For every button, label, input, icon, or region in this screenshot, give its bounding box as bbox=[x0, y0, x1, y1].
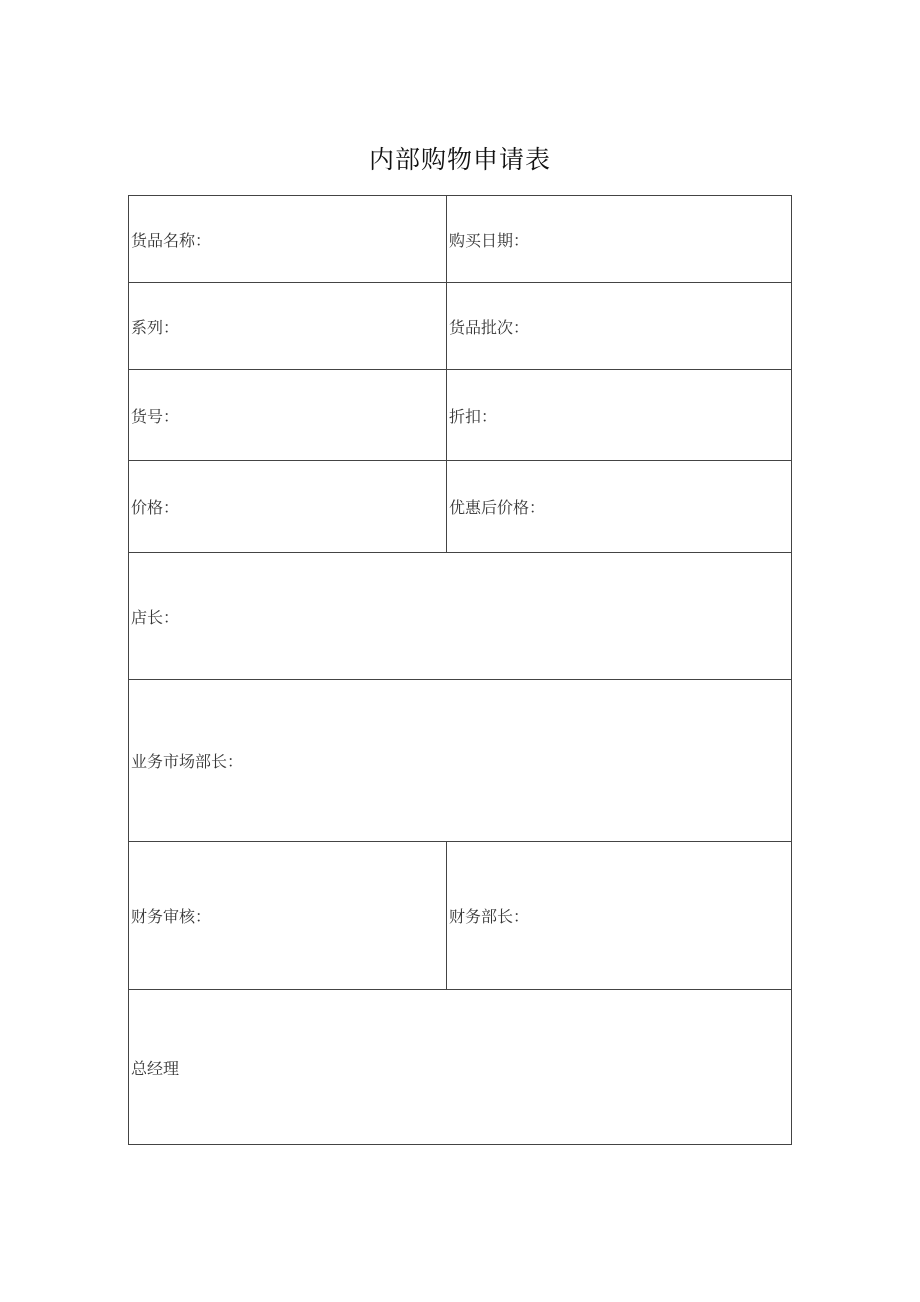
discount-label: 折扣： bbox=[449, 406, 498, 426]
form-row bbox=[129, 196, 792, 283]
purchase-date-label: 购买日期： bbox=[449, 230, 530, 250]
batch-field[interactable] bbox=[447, 283, 792, 370]
form-row bbox=[129, 283, 792, 370]
product-name-field[interactable] bbox=[129, 196, 447, 283]
store-manager-field[interactable] bbox=[129, 553, 792, 680]
general-manager-label: 总经理 bbox=[131, 1058, 180, 1078]
marketing-minister-field[interactable] bbox=[129, 680, 792, 842]
series-label: 系列： bbox=[131, 317, 180, 337]
page-title: 内部购物申请表 bbox=[368, 145, 551, 174]
discount-field[interactable] bbox=[447, 370, 792, 461]
form-row bbox=[129, 842, 792, 990]
form-row bbox=[129, 990, 792, 1145]
finance-minister-field[interactable] bbox=[447, 842, 792, 990]
price-field[interactable] bbox=[129, 461, 447, 553]
form-row bbox=[129, 680, 792, 842]
price-label: 价格： bbox=[131, 498, 180, 517]
item-number-label: 货号： bbox=[131, 406, 180, 426]
series-field[interactable] bbox=[129, 283, 447, 370]
general-manager-field[interactable] bbox=[129, 990, 792, 1145]
finance-review-label: 财务审核： bbox=[131, 907, 212, 926]
form-row bbox=[129, 553, 792, 680]
finance-minister-label: 财务部长： bbox=[449, 907, 530, 926]
product-name-label: 货品名称： bbox=[131, 230, 212, 250]
store-manager-label: 店长： bbox=[131, 607, 180, 627]
form-row bbox=[129, 370, 792, 461]
purchase-request-form bbox=[128, 195, 792, 1145]
discounted-price-label: 优惠后价格： bbox=[449, 498, 546, 517]
item-number-field[interactable] bbox=[129, 370, 447, 461]
batch-label: 货品批次： bbox=[449, 317, 530, 337]
marketing-minister-label: 业务市场部长： bbox=[131, 752, 244, 771]
form-row bbox=[129, 461, 792, 553]
purchase-date-field[interactable] bbox=[447, 196, 792, 283]
discounted-price-field[interactable] bbox=[447, 461, 792, 553]
finance-review-field[interactable] bbox=[129, 842, 447, 990]
